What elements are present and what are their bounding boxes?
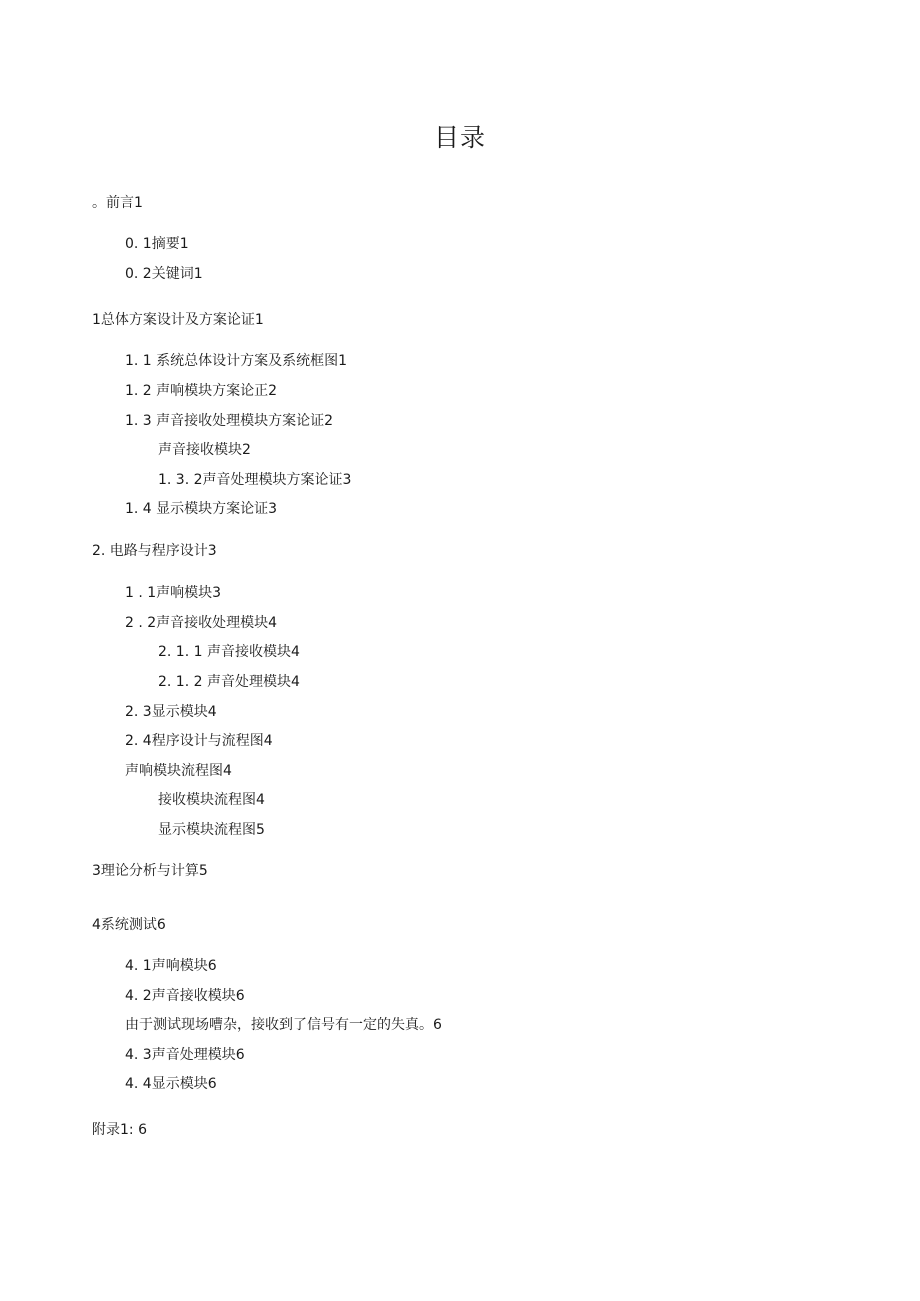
toc-entry-1-4[interactable]: 1. 4 显示模块方案论证3 bbox=[125, 501, 278, 517]
toc-entry-chapter-2[interactable]: 2. 电路与程序设计3 bbox=[92, 543, 217, 559]
toc-entry-4-4[interactable]: 4. 4显示模块6 bbox=[125, 1076, 217, 1092]
toc-entry-preface[interactable]: 。前言1 bbox=[92, 195, 143, 211]
toc-entry-4-2[interactable]: 4. 2声音接收模块6 bbox=[125, 988, 245, 1004]
toc-entry-1-1[interactable]: 1. 1 系统总体设计方案及系统框图1 bbox=[125, 353, 348, 369]
toc-entry-2-4-1[interactable]: 声响模块流程图4 bbox=[125, 763, 232, 779]
toc-entry-2-3[interactable]: 2. 3显示模块4 bbox=[125, 704, 217, 720]
toc-entry-abstract[interactable]: 0. 1摘要1 bbox=[125, 236, 189, 252]
toc-entry-2-4-2[interactable]: 接收模块流程图4 bbox=[158, 792, 265, 808]
toc-entry-2-1-2[interactable]: 2. 1. 2 声音处理模块4 bbox=[158, 674, 300, 690]
toc-entry-1-3[interactable]: 1. 3 声音接收处理模块方案论证2 bbox=[125, 413, 334, 429]
page-title: 目录 bbox=[433, 123, 486, 152]
toc-entry-1-3-1[interactable]: 声音接收模块2 bbox=[158, 442, 251, 458]
toc-entry-2-2[interactable]: 2 . 2声音接收处理模块4 bbox=[125, 615, 278, 631]
toc-entry-2-1-1[interactable]: 2. 1. 1 声音接收模块4 bbox=[158, 644, 300, 660]
toc-entry-appendix[interactable]: 附录1: 6 bbox=[92, 1122, 147, 1138]
toc-entry-4-3[interactable]: 4. 3声音处理模块6 bbox=[125, 1047, 245, 1063]
toc-entry-chapter-4[interactable]: 4系统测试6 bbox=[92, 917, 166, 933]
toc-entry-1-2[interactable]: 1. 2 声响模块方案论正2 bbox=[125, 383, 278, 399]
toc-entry-1-3-2[interactable]: 1. 3. 2声音处理模块方案论证3 bbox=[158, 472, 352, 488]
toc-entry-chapter-3[interactable]: 3理论分析与计算5 bbox=[92, 863, 208, 879]
toc-entry-2-4-3[interactable]: 显示模块流程图5 bbox=[158, 822, 265, 838]
toc-entry-chapter-1[interactable]: 1总体方案设计及方案论证1 bbox=[92, 312, 264, 328]
toc-entry-2-1[interactable]: 1 . 1声响模块3 bbox=[125, 585, 222, 601]
toc-entry-2-4[interactable]: 2. 4程序设计与流程图4 bbox=[125, 733, 273, 749]
toc-entry-keywords[interactable]: 0. 2关键词1 bbox=[125, 266, 203, 282]
toc-entry-4-2-note[interactable]: 由于测试现场嘈杂，接收到了信号有一定的失真。6 bbox=[125, 1017, 442, 1033]
toc-entry-4-1[interactable]: 4. 1声响模块6 bbox=[125, 958, 217, 974]
